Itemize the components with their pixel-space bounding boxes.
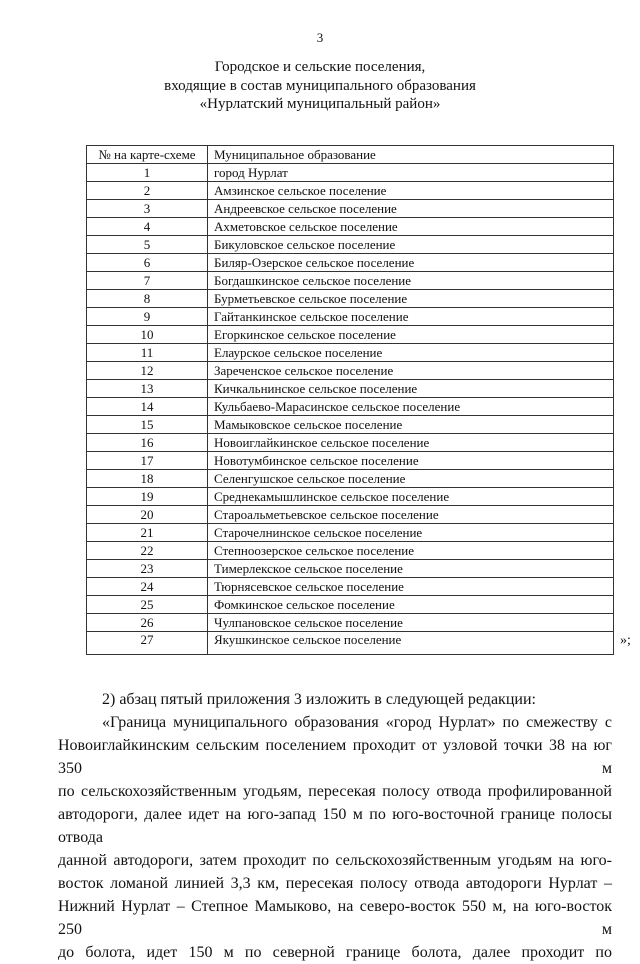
- heading-line-3: «Нурлатский муниципальный район»: [199, 96, 441, 112]
- paragraph-line: по сельскохозяйственным угодьям, пересекая полосу отвода профилированной: [58, 783, 612, 800]
- column-header-municipality: Муниципальное образование: [208, 146, 614, 164]
- table-row: [87, 506, 614, 524]
- paragraph-line: Нижний Нурлат – Степное Мамыково, на северо-восток 550 м, на юго-восток 250 м: [58, 898, 612, 938]
- settlements-table: [86, 145, 614, 655]
- municipality-cell: Андреевское сельское поселение: [208, 200, 614, 218]
- paragraph-line: Новоиглайкинским сельским поселением проходит от узловой точки 38 на юг 350 м: [58, 737, 612, 777]
- municipality-cell: город Нурлат: [208, 164, 614, 182]
- page-number: 3: [316, 30, 324, 45]
- map-number-cell: 8: [87, 290, 208, 308]
- municipality-cell: Елаурское сельское поселение: [208, 344, 614, 362]
- municipality-cell: Среднекамышлинское сельское поселение: [208, 488, 614, 506]
- map-number-cell: 15: [87, 416, 208, 434]
- municipality-cell: Селенгушское сельское поселение: [208, 470, 614, 488]
- map-number-cell: 24: [87, 578, 208, 596]
- table-row: [87, 614, 614, 632]
- municipality-cell: Степноозерское сельское поселение: [208, 542, 614, 560]
- table-row: [87, 326, 614, 344]
- municipality-cell: Биляр-Озерское сельское поселение: [208, 254, 614, 272]
- map-number-cell: 23: [87, 560, 208, 578]
- municipality-cell: Чулпановское сельское поселение: [208, 614, 614, 632]
- table-row: [87, 272, 614, 290]
- table-row: [87, 218, 614, 236]
- municipality-cell: Амзинское сельское поселение: [208, 182, 614, 200]
- map-number-cell: 11: [87, 344, 208, 362]
- municipality-cell: Новотумбинское сельское поселение: [208, 452, 614, 470]
- map-number-cell: 20: [87, 506, 208, 524]
- municipality-cell: Ахметовское сельское поселение: [208, 218, 614, 236]
- table-row: [87, 308, 614, 326]
- paragraph-line: восток ломаной линией 3,3 км, пересекая полосу отвода автодороги Нурлат –: [58, 875, 612, 892]
- municipality-cell: Егоркинское сельское поселение: [208, 326, 614, 344]
- municipality-cell: Кульбаево-Марасинское сельское поселение: [208, 398, 614, 416]
- municipality-cell: Бикуловское сельское поселение: [208, 236, 614, 254]
- map-number-cell: 21: [87, 524, 208, 542]
- map-number-cell: 19: [87, 488, 208, 506]
- municipality-cell: Тюрнясевское сельское поселение: [208, 578, 614, 596]
- map-number-cell: 10: [87, 326, 208, 344]
- table-header-row: [87, 146, 614, 164]
- map-number-cell: 27: [87, 632, 208, 655]
- paragraph-line: автодороги, далее идет на юго-запад 150 м по юго-восточной границе полосы отвода: [58, 806, 612, 846]
- table-row: [87, 290, 614, 308]
- map-number-cell: 6: [87, 254, 208, 272]
- table-row: [87, 524, 614, 542]
- map-number-cell: 2: [87, 182, 208, 200]
- municipality-cell: Мамыковское сельское поселение: [208, 416, 614, 434]
- table-row: [87, 632, 614, 655]
- table-row: [87, 560, 614, 578]
- map-number-cell: 16: [87, 434, 208, 452]
- table-row: [87, 542, 614, 560]
- map-number-cell: 9: [87, 308, 208, 326]
- map-number-cell: 4: [87, 218, 208, 236]
- paragraph-line: «Граница муниципального образования «город Нурлат» по смежеству с: [102, 714, 612, 731]
- map-number-cell: 13: [87, 380, 208, 398]
- table-row: [87, 182, 614, 200]
- table-row: [87, 200, 614, 218]
- map-number-cell: 22: [87, 542, 208, 560]
- table-row: [87, 416, 614, 434]
- table-row: [87, 164, 614, 182]
- table-row: [87, 398, 614, 416]
- paragraph-line: до болота, идет 150 м по северной границе болота, далее проходит по: [58, 944, 612, 961]
- municipality-cell: Староальметьевское сельское поселение: [208, 506, 614, 524]
- column-header-map-number: № на карте-схеме: [87, 146, 208, 164]
- table-row: [87, 596, 614, 614]
- amendment-text: [58, 688, 612, 964]
- table-row: [87, 434, 614, 452]
- table-row: [87, 488, 614, 506]
- map-number-cell: 1: [87, 164, 208, 182]
- municipality-cell: Новоиглайкинское сельское поселение: [208, 434, 614, 452]
- municipality-cell: Гайтанкинское сельское поселение: [208, 308, 614, 326]
- municipality-cell: Кичкальнинское сельское поселение: [208, 380, 614, 398]
- heading-line-1: Городское и сельские поселения,: [214, 59, 426, 75]
- table-row: [87, 254, 614, 272]
- paragraph-line: данной автодороги, затем проходит по сельскохозяйственным угодьям на юго-: [58, 852, 612, 869]
- table-closing-quote: »;: [620, 633, 631, 648]
- map-number-cell: 12: [87, 362, 208, 380]
- amendment-paragraph: [58, 711, 612, 964]
- map-number-cell: 5: [87, 236, 208, 254]
- map-number-cell: 18: [87, 470, 208, 488]
- municipality-cell: Фомкинское сельское поселение: [208, 596, 614, 614]
- table-row: [87, 380, 614, 398]
- municipality-cell: Богдашкинское сельское поселение: [208, 272, 614, 290]
- document-heading: [0, 58, 640, 114]
- table-row: [87, 236, 614, 254]
- heading-line-2: входящие в состав муниципального образования: [164, 77, 476, 94]
- table-row: [87, 362, 614, 380]
- municipality-cell: Зареченское сельское поселение: [208, 362, 614, 380]
- municipality-cell: Бурметьевское сельское поселение: [208, 290, 614, 308]
- table-row: [87, 470, 614, 488]
- item-heading: 2) абзац пятый приложения 3 изложить в следующей редакции:: [102, 691, 536, 708]
- municipality-cell: Якушкинское сельское поселение: [208, 632, 614, 655]
- map-number-cell: 7: [87, 272, 208, 290]
- municipality-cell: Старочелнинское сельское поселение: [208, 524, 614, 542]
- table-row: [87, 452, 614, 470]
- table-row: [87, 578, 614, 596]
- table-body: [87, 164, 614, 655]
- municipality-cell: Тимерлекское сельское поселение: [208, 560, 614, 578]
- map-number-cell: 3: [87, 200, 208, 218]
- map-number-cell: 17: [87, 452, 208, 470]
- map-number-cell: 25: [87, 596, 208, 614]
- map-number-cell: 14: [87, 398, 208, 416]
- map-number-cell: 26: [87, 614, 208, 632]
- table-row: [87, 344, 614, 362]
